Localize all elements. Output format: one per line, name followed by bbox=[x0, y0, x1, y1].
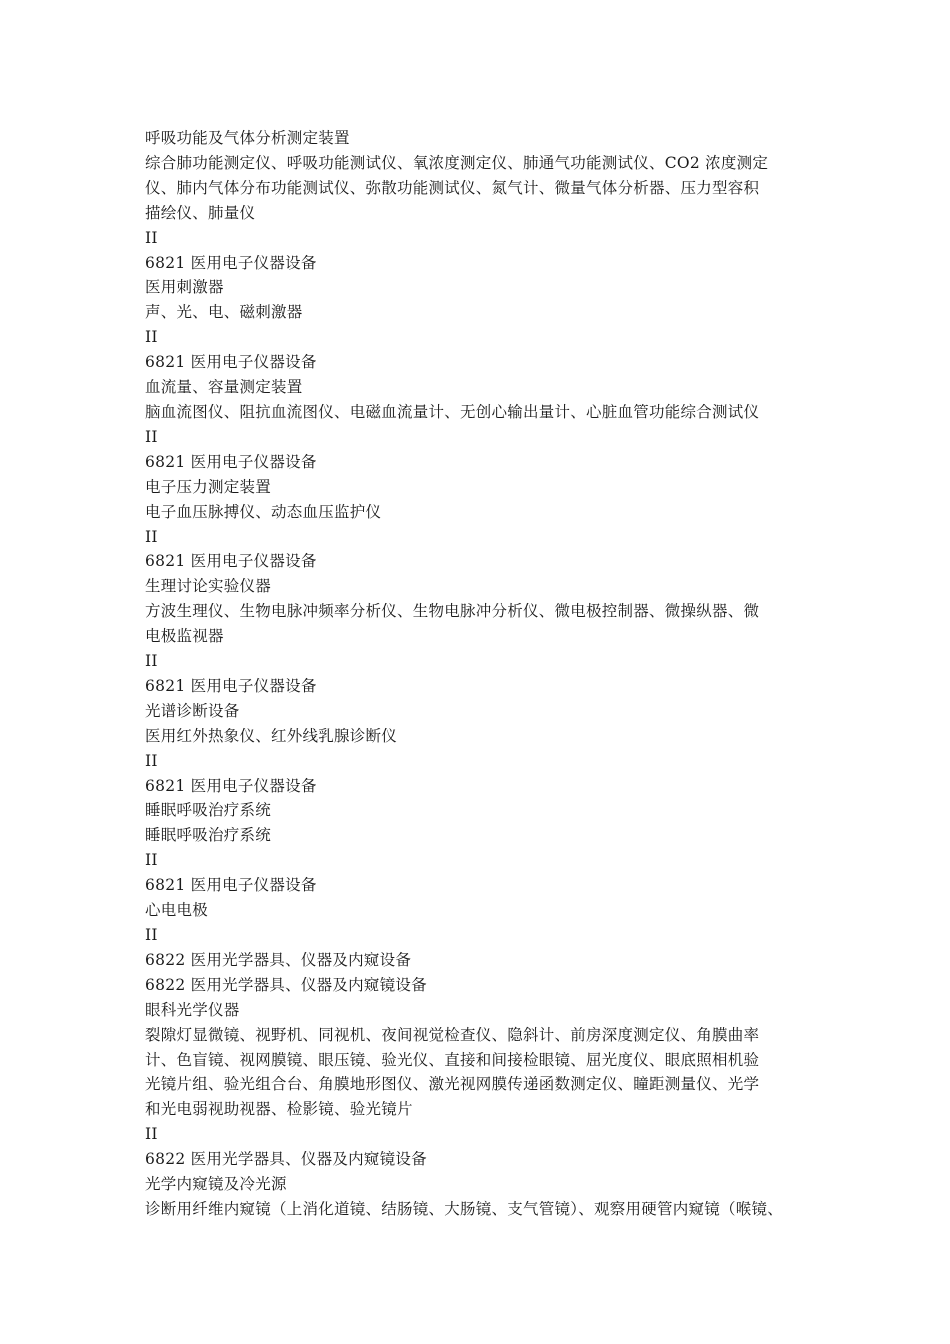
category-code: 6821 医用电子仪器设备 bbox=[145, 776, 317, 795]
category-code: 6822 医用光学器具、仪器及内窥设备 bbox=[145, 950, 412, 969]
product-list-line: 脑血流图仪、阻抗血流图仪、电磁血流量计、无创心输出量计、心脏血管功能综合测试仪 bbox=[145, 402, 760, 421]
product-list-line: 裂隙灯显微镜、视野机、同视机、夜间视觉检查仪、隐斜计、前房深度测定仪、角膜曲率 bbox=[145, 1025, 760, 1044]
product-list-line: 综合肺功能测定仪、呼吸功能测试仪、氧浓度测定仪、肺通气功能测试仪、CO2 浓度测定 bbox=[145, 153, 769, 172]
product-list-line: 医用红外热象仪、红外线乳腺诊断仪 bbox=[145, 726, 398, 745]
product-list-line: 电极监视器 bbox=[145, 627, 224, 646]
product-list-line: 方波生理仪、生物电脉冲频率分析仪、生物电脉冲分析仪、微电极控制器、微操纵器、微 bbox=[145, 602, 760, 621]
category-code: 6821 医用电子仪器设备 bbox=[145, 876, 317, 895]
product-list-line: 睡眠呼吸治疗系统 bbox=[145, 826, 272, 845]
section-title: 呼吸功能及气体分析测定装置 bbox=[145, 129, 350, 147]
section-title: 光谱诊断设备 bbox=[145, 701, 240, 720]
product-list-line: 光镜片组、验光组合台、角膜地形图仪、激光视网膜传递函数测定仪、瞳距测量仪、光学 bbox=[145, 1075, 760, 1094]
category-code: 6821 医用电子仪器设备 bbox=[145, 353, 317, 372]
product-list-line: 电子血压脉搏仪、动态血压监护仪 bbox=[145, 502, 382, 521]
product-list-line: 诊断用纤维内窥镜（上消化道镜、结肠镜、大肠镜、支气管镜）、观察用硬管内窥镜（喉镜、 bbox=[145, 1199, 784, 1218]
category-code: 6821 医用电子仪器设备 bbox=[145, 552, 317, 571]
category-code: 6821 医用电子仪器设备 bbox=[145, 253, 317, 272]
product-list-line: 和光电弱视助视器、检影镜、验光镜片 bbox=[145, 1100, 413, 1119]
class-label: II bbox=[145, 228, 158, 247]
class-label: II bbox=[145, 427, 158, 446]
class-label: II bbox=[145, 328, 158, 347]
category-code: 6822 医用光学器具、仪器及内窥镜设备 bbox=[145, 975, 427, 994]
product-list-line: 仪、肺内气体分布功能测试仪、弥散功能测试仪、氮气计、微量气体分析器、压力型容积 bbox=[145, 178, 760, 197]
product-list-line: 声、光、电、磁刺激器 bbox=[145, 303, 303, 322]
section-title: 生理讨论实验仪器 bbox=[145, 577, 272, 596]
class-label: II bbox=[145, 851, 158, 870]
product-list-line: 计、色盲镜、视网膜镜、眼压镜、验光仪、直接和间接检眼镜、屈光度仪、眼底照相机验 bbox=[145, 1050, 760, 1069]
class-label: II bbox=[145, 751, 158, 770]
document-body bbox=[145, 126, 825, 1222]
section-title: 光学内窥镜及冷光源 bbox=[145, 1175, 287, 1194]
class-label: II bbox=[145, 652, 158, 671]
section-title: 睡眠呼吸治疗系统 bbox=[145, 801, 272, 820]
section-title: 血流量、容量测定装置 bbox=[145, 378, 303, 397]
class-label: II bbox=[145, 1125, 158, 1144]
class-label: II bbox=[145, 527, 158, 546]
product-list-line: 描绘仪、肺量仪 bbox=[145, 203, 256, 222]
section-title: 电子压力测定装置 bbox=[145, 477, 272, 496]
category-code: 6821 医用电子仪器设备 bbox=[145, 452, 317, 471]
class-label: II bbox=[145, 926, 158, 944]
section-title: 心电电极 bbox=[145, 901, 209, 920]
section-title: 医用刺激器 bbox=[145, 278, 224, 297]
section-title: 眼科光学仪器 bbox=[145, 1000, 240, 1019]
category-code: 6822 医用光学器具、仪器及内窥镜设备 bbox=[145, 1150, 427, 1169]
category-code: 6821 医用电子仪器设备 bbox=[145, 676, 317, 695]
